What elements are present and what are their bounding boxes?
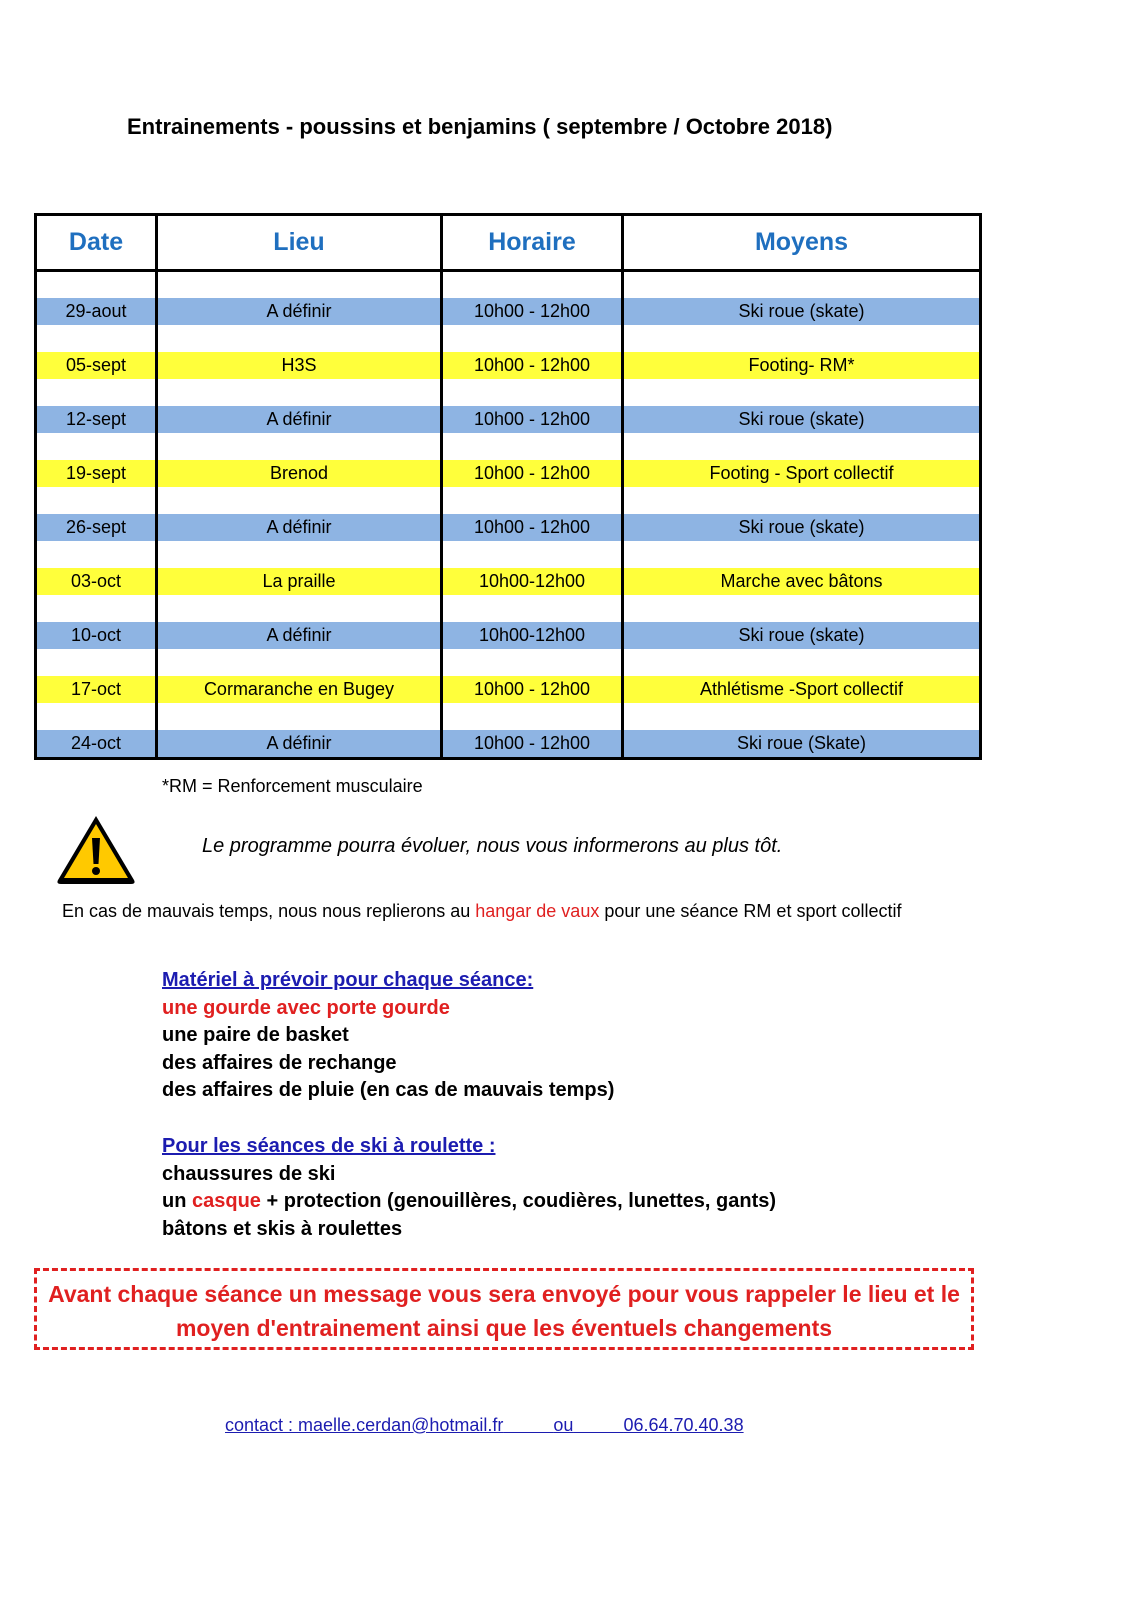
cell-horaire: 10h00 - 12h00	[442, 352, 623, 379]
notice-line: Avant chaque séance un message vous sera envoyé pour vous rappeler le lieu et le	[48, 1281, 960, 1307]
cell-lieu: A définir	[157, 406, 442, 433]
spacer-cell	[157, 433, 442, 460]
spacer-cell	[36, 379, 157, 406]
bad-weather-location: hangar de vaux	[475, 901, 600, 921]
spacer-cell	[36, 487, 157, 514]
spacer-cell	[442, 649, 623, 676]
cell-date: 19-sept	[36, 460, 157, 487]
spacer-cell	[36, 433, 157, 460]
ski-heading: Pour les séances de ski à roulette :	[162, 1135, 496, 1157]
cell-moyens: Ski roue (skate)	[623, 406, 981, 433]
spacer-cell	[623, 649, 981, 676]
materiel-list	[162, 967, 614, 1105]
table-spacer-row	[36, 595, 981, 622]
table-spacer-row	[36, 541, 981, 568]
table-header-row	[36, 215, 981, 271]
header-date: Date	[36, 215, 157, 271]
bad-weather-note	[62, 901, 901, 922]
header-lieu: Lieu	[157, 215, 442, 271]
spacer-cell	[623, 325, 981, 352]
table-row	[36, 514, 981, 541]
spacer-cell	[442, 271, 623, 299]
table-row	[36, 622, 981, 649]
cell-lieu: Brenod	[157, 460, 442, 487]
cell-moyens: Ski roue (Skate)	[623, 730, 981, 759]
list-item: des affaires de pluie (en cas de mauvais temps)	[162, 1079, 615, 1101]
cell-moyens: Athlétisme -Sport collectif	[623, 676, 981, 703]
spacer-cell	[623, 487, 981, 514]
warning-triangle-icon	[54, 812, 138, 886]
cell-moyens: Ski roue (skate)	[623, 622, 981, 649]
reminder-notice	[34, 1268, 974, 1350]
bad-weather-text: En cas de mauvais temps, nous nous replierons au	[62, 901, 476, 921]
cell-moyens: Ski roue (skate)	[623, 298, 981, 325]
list-item: bâtons et skis à roulettes	[162, 1217, 403, 1240]
cell-horaire: 10h00 - 12h00	[442, 298, 623, 325]
spacer-cell	[157, 595, 442, 622]
table-spacer-row	[36, 271, 981, 299]
cell-moyens: Footing - Sport collectif	[623, 460, 981, 487]
cell-date: 17-oct	[36, 676, 157, 703]
spacer-cell	[157, 487, 442, 514]
table-row	[36, 730, 981, 759]
cell-date: 03-oct	[36, 568, 157, 595]
spacer-cell	[442, 703, 623, 730]
page-title: Entrainements - poussins et benjamins ( septembre / Octobre 2018)	[127, 114, 833, 139]
table-row	[36, 298, 981, 325]
spacer-cell	[36, 271, 157, 299]
cell-horaire: 10h00 - 12h00	[442, 514, 623, 541]
cell-horaire: 10h00-12h00	[442, 568, 623, 595]
spacer-cell	[36, 541, 157, 568]
materiel-heading: Matériel à prévoir pour chaque séance:	[162, 969, 534, 991]
list-item	[162, 1188, 776, 1216]
spacer-cell	[36, 325, 157, 352]
cell-horaire: 10h00 - 12h00	[442, 730, 623, 759]
cell-horaire: 10h00 - 12h00	[442, 676, 623, 703]
cell-lieu: La praille	[157, 568, 442, 595]
bad-weather-text-end: pour une séance RM et sport collectif	[599, 901, 902, 921]
list-item: une gourde avec porte gourde	[162, 996, 450, 1019]
spacer-cell	[36, 595, 157, 622]
table-spacer-row	[36, 379, 981, 406]
table-row	[36, 352, 981, 379]
casque-highlight: casque	[192, 1190, 261, 1212]
list-item: une paire de basket	[162, 1024, 349, 1046]
cell-lieu: A définir	[157, 514, 442, 541]
spacer-cell	[157, 325, 442, 352]
cell-date: 26-sept	[36, 514, 157, 541]
spacer-cell	[442, 487, 623, 514]
spacer-cell	[157, 541, 442, 568]
cell-lieu: Cormaranche en Bugey	[157, 676, 442, 703]
spacer-cell	[623, 703, 981, 730]
spacer-cell	[36, 703, 157, 730]
contact-email[interactable]: contact : maelle.cerdan@hotmail.fr	[225, 1415, 504, 1435]
cell-lieu: A définir	[157, 730, 442, 759]
table-spacer-row	[36, 703, 981, 730]
spacer-cell	[623, 379, 981, 406]
contact-phone[interactable]: 06.64.70.40.38	[623, 1415, 744, 1435]
spacer-cell	[157, 649, 442, 676]
spacer-cell	[442, 433, 623, 460]
header-horaire: Horaire	[442, 215, 623, 271]
spacer-cell	[157, 703, 442, 730]
footnote: *RM = Renforcement musculaire	[162, 776, 423, 796]
table-row	[36, 676, 981, 703]
table-row	[36, 460, 981, 487]
spacer-cell	[442, 541, 623, 568]
table-row	[36, 406, 981, 433]
list-item: des affaires de rechange	[162, 1051, 397, 1074]
header-moyens: Moyens	[623, 215, 981, 271]
spacer-cell	[623, 541, 981, 568]
cell-date: 05-sept	[36, 352, 157, 379]
cell-moyens: Ski roue (skate)	[623, 514, 981, 541]
schedule-table	[34, 213, 982, 760]
spacer-cell	[157, 379, 442, 406]
spacer-cell	[157, 271, 442, 299]
spacer-cell	[623, 433, 981, 460]
spacer-cell	[442, 595, 623, 622]
ski-list	[162, 1133, 776, 1243]
cell-date: 12-sept	[36, 406, 157, 433]
cell-lieu: A définir	[157, 622, 442, 649]
spacer-cell	[623, 595, 981, 622]
cell-moyens: Marche avec bâtons	[623, 568, 981, 595]
contact-line[interactable]	[225, 1415, 744, 1436]
cell-horaire: 10h00 - 12h00	[442, 406, 623, 433]
cell-lieu: H3S	[157, 352, 442, 379]
notice-line: moyen d'entrainement ainsi que les éventuels changements	[175, 1315, 833, 1341]
list-item-text: + protection (genouillères, coudières, lunettes, gants)	[260, 1190, 777, 1212]
warning-text: Le programme pourra évoluer, nous vous informerons au plus tôt.	[202, 835, 783, 857]
table-spacer-row	[36, 325, 981, 352]
cell-horaire: 10h00 - 12h00	[442, 460, 623, 487]
cell-date: 10-oct	[36, 622, 157, 649]
cell-lieu: A définir	[157, 298, 442, 325]
cell-horaire: 10h00-12h00	[442, 622, 623, 649]
cell-date: 29-aout	[36, 298, 157, 325]
table-spacer-row	[36, 433, 981, 460]
contact-separator: ou	[553, 1415, 574, 1435]
table-spacer-row	[36, 649, 981, 676]
table-spacer-row	[36, 487, 981, 514]
spacer-cell	[36, 649, 157, 676]
spacer-cell	[442, 325, 623, 352]
cell-moyens: Footing- RM*	[623, 352, 981, 379]
list-item: chaussures de ski	[162, 1162, 336, 1185]
table-row	[36, 568, 981, 595]
list-item-text: un	[162, 1190, 192, 1212]
spacer-cell	[442, 379, 623, 406]
spacer-cell	[623, 271, 981, 299]
cell-date: 24-oct	[36, 730, 157, 759]
